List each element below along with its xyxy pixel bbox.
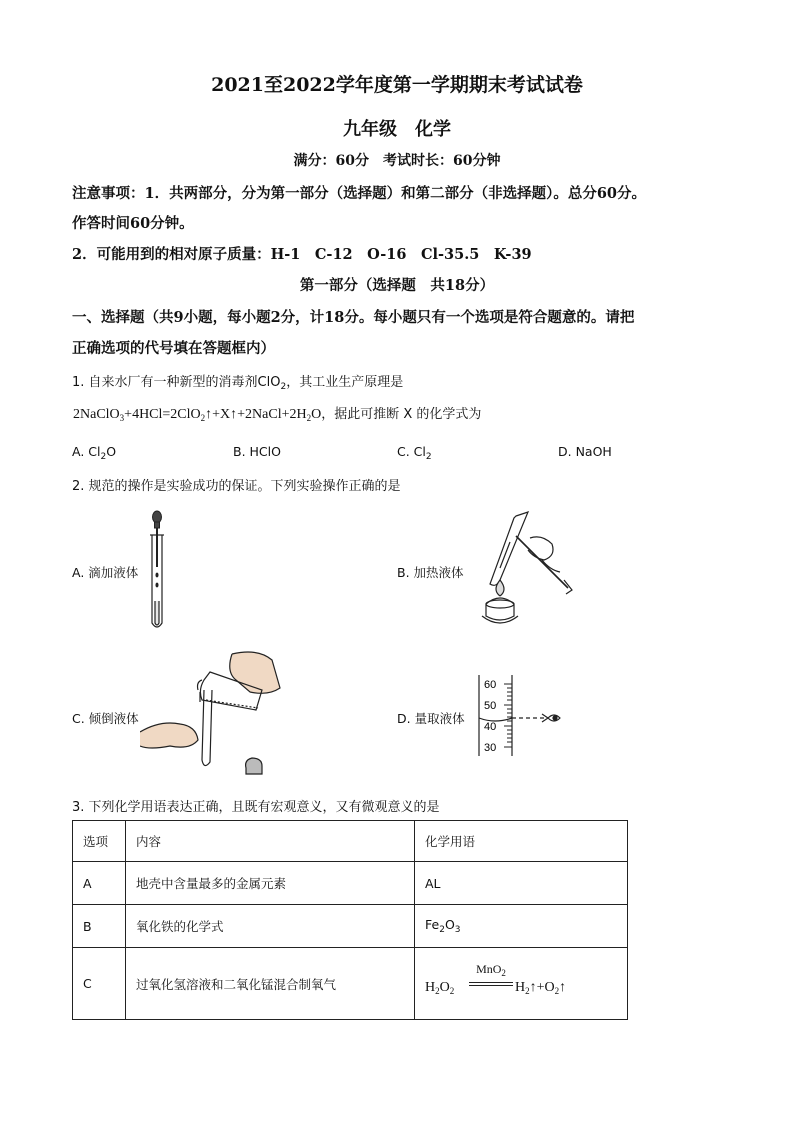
row-b-content: 氧化铁的化学式 [126, 905, 415, 948]
exam-meta: 满分：60分 考试时长：60分钟 [293, 153, 501, 169]
notes-line-1: 注意事项：1．共两部分，分为第一部分（选择题）和第二部分（非选择题）。总分60分。 [72, 185, 647, 202]
exam-title: 2021至2022学年度第一学期期末考试试卷 [211, 74, 583, 96]
row-b-option: B [73, 905, 126, 948]
exam-subtitle: 九年级 化学 [343, 119, 451, 140]
q2-option-d: D. 量取液体 [397, 711, 465, 726]
q1-option-a: A. $Cl_2O$ [72, 444, 117, 462]
notes-line-3: 2．可能用到的相对原子质量：H-1 C-12 O-16 Cl-35.5 K-39 [72, 246, 532, 263]
q1-option-c: C. $Cl_2$ [397, 444, 432, 462]
header-content: 内容 [126, 821, 415, 862]
cylinder-tick-40: 40 [484, 721, 497, 733]
q1-equation: $2NaClO_3+4HCl=2ClO_2↑+X↑+2NaCl+2H_2O$，据此可推断 X 的化学式为 [73, 407, 482, 423]
row-a-content: 地壳中含量最多的金属元素 [126, 862, 415, 905]
pouring-liquid-figure [140, 650, 290, 780]
header-option: 选项 [73, 821, 126, 862]
row-c-content: 过氧化氢溶液和二氧化锰混合制氧气 [126, 948, 415, 1020]
part1-instructions-1: 一、选择题（共9小题，每小题2分，计18分。每小题只有一个选项是符合题意的。请把 [72, 309, 635, 326]
row-c-term: $H_2O_2$ MnO$_2$ $H_2↑+O_2↑$ [415, 948, 628, 1020]
q2-option-a: A. 滴加液体 [72, 565, 139, 580]
table-row [73, 862, 628, 905]
row-a-term: AL [415, 862, 628, 905]
header-term: 化学用语 [415, 821, 628, 862]
q2-option-c: C. 倾倒液体 [72, 711, 139, 726]
measuring-cylinder-figure [476, 672, 566, 760]
row-b-term: $Fe_2O_3$ [415, 905, 628, 948]
part1-heading: 第一部分（选择题 共18分） [299, 277, 495, 294]
row-c-option: C [73, 948, 126, 1020]
cylinder-tick-50: 50 [484, 700, 497, 712]
row-a-option: A [73, 862, 126, 905]
part1-instructions-2: 正确选项的代号填在答题框内） [72, 340, 275, 357]
notes-line-2: 作答时间60分钟。 [72, 215, 194, 232]
q1-equation-tail: ，据此可推断 X 的化学式为 [321, 407, 482, 422]
q1-option-b: B. HClO [233, 444, 281, 459]
q3-stem: 3. 下列化学用语表达正确，且既有宏观意义，又有微观意义的是 [72, 800, 440, 815]
cylinder-tick-30: 30 [484, 742, 497, 754]
cylinder-tick-60: 60 [484, 679, 497, 691]
dropper-test-tube-figure [140, 505, 180, 635]
q2-option-b: B. 加热液体 [397, 565, 464, 580]
table-row [73, 948, 628, 1020]
q1-option-d: D. NaOH [558, 444, 612, 459]
q1-stem: 1. 自来水厂有一种新型的消毒剂ClO$_2$，其工业生产原理是 [72, 375, 404, 392]
catalyst-label: MnO$_2$ [476, 961, 506, 978]
q2-stem: 2. 规范的操作是实验成功的保证。下列实验操作正确的是 [72, 479, 401, 494]
q3-table [72, 820, 628, 1020]
table-header-row [73, 821, 628, 862]
table-row [73, 905, 628, 948]
heating-liquid-figure [470, 508, 580, 630]
